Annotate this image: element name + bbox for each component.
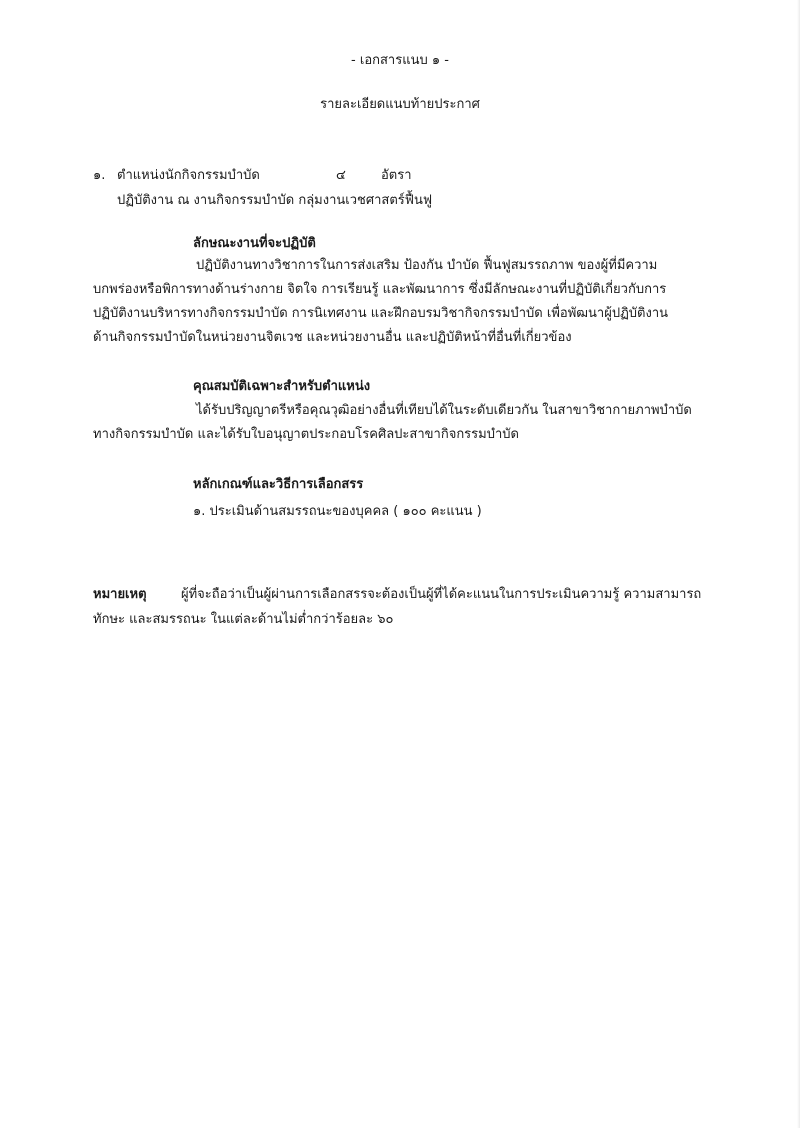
job-description-line-2: บกพร่องหรือพิการทางด้านร่างกาย จิตใจ การเรียนรู้ และพัฒนาการ ซึ่งมีลักษณะงานที่ปฏิบัติเกี่ยวกับการ: [93, 282, 667, 297]
qualifications-line-1: ได้รับปริญญาตรีหรือคุณวุฒิอย่างอื่นที่เทียบได้ในระดับเดียวกัน ในสาขาวิชากายภาพบำบัด: [196, 403, 692, 418]
note-line-1: ผู้ที่จะถือว่าเป็นผู้ผ่านการเลือกสรรจะต้องเป็นผู้ที่ได้คะแนนในการประเมินความรู้ ความสามารถ: [181, 587, 702, 602]
position-workplace: ปฏิบัติงาน ณ งานกิจกรรมบำบัด กลุ่มงานเวชศาสตร์ฟื้นฟู: [117, 193, 433, 208]
position-count: ๔: [336, 168, 346, 183]
position-name: ตำแหน่งนักกิจกรรมบำบัด: [117, 168, 260, 183]
qualifications-line-2: ทางกิจกรรมบำบัด และได้รับใบอนุญาตประกอบโรคศิลปะสาขากิจกรรมบำบัด: [93, 427, 519, 442]
selection-item-1: ๑. ประเมินด้านสมรรถนะของบุคคล ( ๑๐๐ คะแนน ): [193, 504, 482, 519]
job-description-line-4: ด้านกิจกรรมบำบัดในหน่วยงานจิตเวช และหน่วยงานอื่น และปฏิบัติหน้าที่อื่นที่เกี่ยวข้อง: [93, 330, 572, 345]
position-number: ๑.: [93, 168, 106, 183]
note-line-2: ทักษะ และสมรรถนะ ในแต่ละด้านไม่ต่ำกว่าร้อยละ ๖๐: [93, 612, 394, 627]
attachment-header: - เอกสารแนบ ๑ -: [351, 53, 449, 68]
document-title: รายละเอียดแนบท้ายประกาศ: [320, 97, 480, 112]
position-unit: อัตรา: [381, 168, 412, 183]
job-description-line-3: ปฏิบัติงานบริหารทางกิจกรรมบำบัด การนิเทศงาน และฝึกอบรมวิชากิจกรรมบำบัด เพื่อพัฒนาผู้ปฏิบัติงาน: [93, 306, 669, 321]
job-description-line-1: ปฏิบัติงานทางวิชาการในการส่งเสริม ป้องกัน บำบัด ฟื้นฟูสมรรถภาพ ของผู้ที่มีความ: [196, 258, 658, 273]
note-label: หมายเหตุ: [93, 587, 147, 602]
job-description-heading: ลักษณะงานที่จะปฏิบัติ: [193, 236, 316, 251]
qualifications-heading: คุณสมบัติเฉพาะสำหรับตำแหน่ง: [193, 379, 371, 394]
selection-heading: หลักเกณฑ์และวิธีการเลือกสรร: [193, 477, 364, 492]
